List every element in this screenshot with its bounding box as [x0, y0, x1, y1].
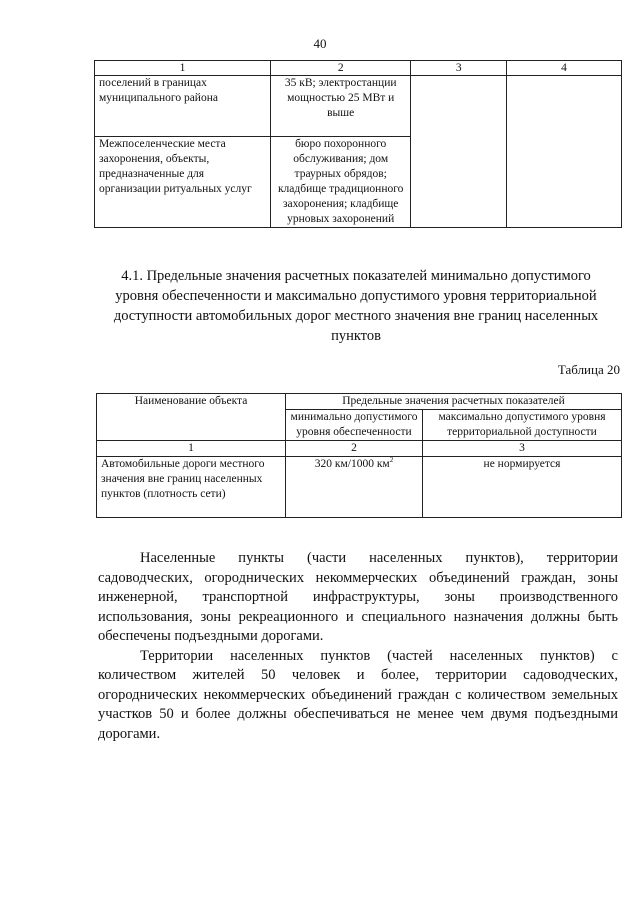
column-header-object: Наименование объекта — [97, 394, 286, 441]
page-number: 40 — [313, 36, 327, 51]
object-name-cell: Межпоселенческие места захоронения, объекты, предназначенные для организации ритуальных услуг — [95, 137, 271, 228]
row-object-name: Автомобильные дороги местного значения вне границ населенных пунктов (плотность сети) — [97, 457, 286, 518]
min-value-text: 320 км/1000 км — [314, 458, 390, 470]
column-number: 3 — [423, 441, 622, 457]
section-heading: 4.1. Предельные значения расчетных показателей минимально допустимого уровня обеспеченности и максимально допустимого уровня территориальной доступности автомобильных дорог местного значения вне границ населенных пунктов — [113, 268, 599, 344]
infrastructure-table — [94, 60, 622, 228]
table-header-row — [97, 394, 622, 410]
column-header-max: максимально допустимого уровня территориальной доступности — [423, 410, 622, 441]
object-value-cell: 35 кВ; электростанции мощностью 25 МВт и выше — [271, 76, 411, 137]
empty-cell — [411, 76, 507, 228]
paragraph: Территории населенных пунктов (частей населенных пунктов) с количеством жителей 50 человек и более, территории садоводческих, огороднических некоммерческих объединений граждан с количеством земельных участков 50 и более должны обеспечиваться не менее чем двумя подъездными дорогами. — [98, 647, 618, 742]
body-text — [98, 549, 618, 744]
table-number-row — [97, 441, 622, 457]
row-max-value: не нормируется — [423, 457, 622, 518]
object-value-cell: бюро похоронного обслуживания; дом траурных обрядов; кладбище традиционного захоронения; кладбище урновых захоронений — [271, 137, 411, 228]
table-row — [95, 76, 622, 137]
row-min-value — [286, 457, 423, 518]
table-header-row — [95, 61, 622, 76]
object-name-cell: поселений в границах муниципального района — [95, 76, 271, 137]
column-header: 3 — [411, 61, 507, 76]
column-number: 1 — [97, 441, 286, 457]
table-caption: Таблица 20 — [557, 362, 620, 377]
road-density-table — [96, 393, 622, 518]
column-number: 2 — [286, 441, 423, 457]
superscript: 2 — [389, 456, 394, 465]
column-header: 2 — [271, 61, 411, 76]
paragraph: Населенные пункты (части населенных пунктов), территории садоводческих, огороднических некоммерческих объединений граждан, зоны инженерной, транспортной инфраструктуры, зоны производственного использования, зоны рекреационного и специального назначения должны быть обеспечены подъездными дорогами. — [98, 550, 618, 644]
table-row — [97, 457, 622, 518]
column-header: 1 — [95, 61, 271, 76]
column-header-min: минимально допустимого уровня обеспеченности — [286, 410, 423, 441]
column-header-limits: Предельные значения расчетных показателей — [286, 394, 622, 410]
empty-cell — [507, 76, 622, 228]
column-header: 4 — [507, 61, 622, 76]
